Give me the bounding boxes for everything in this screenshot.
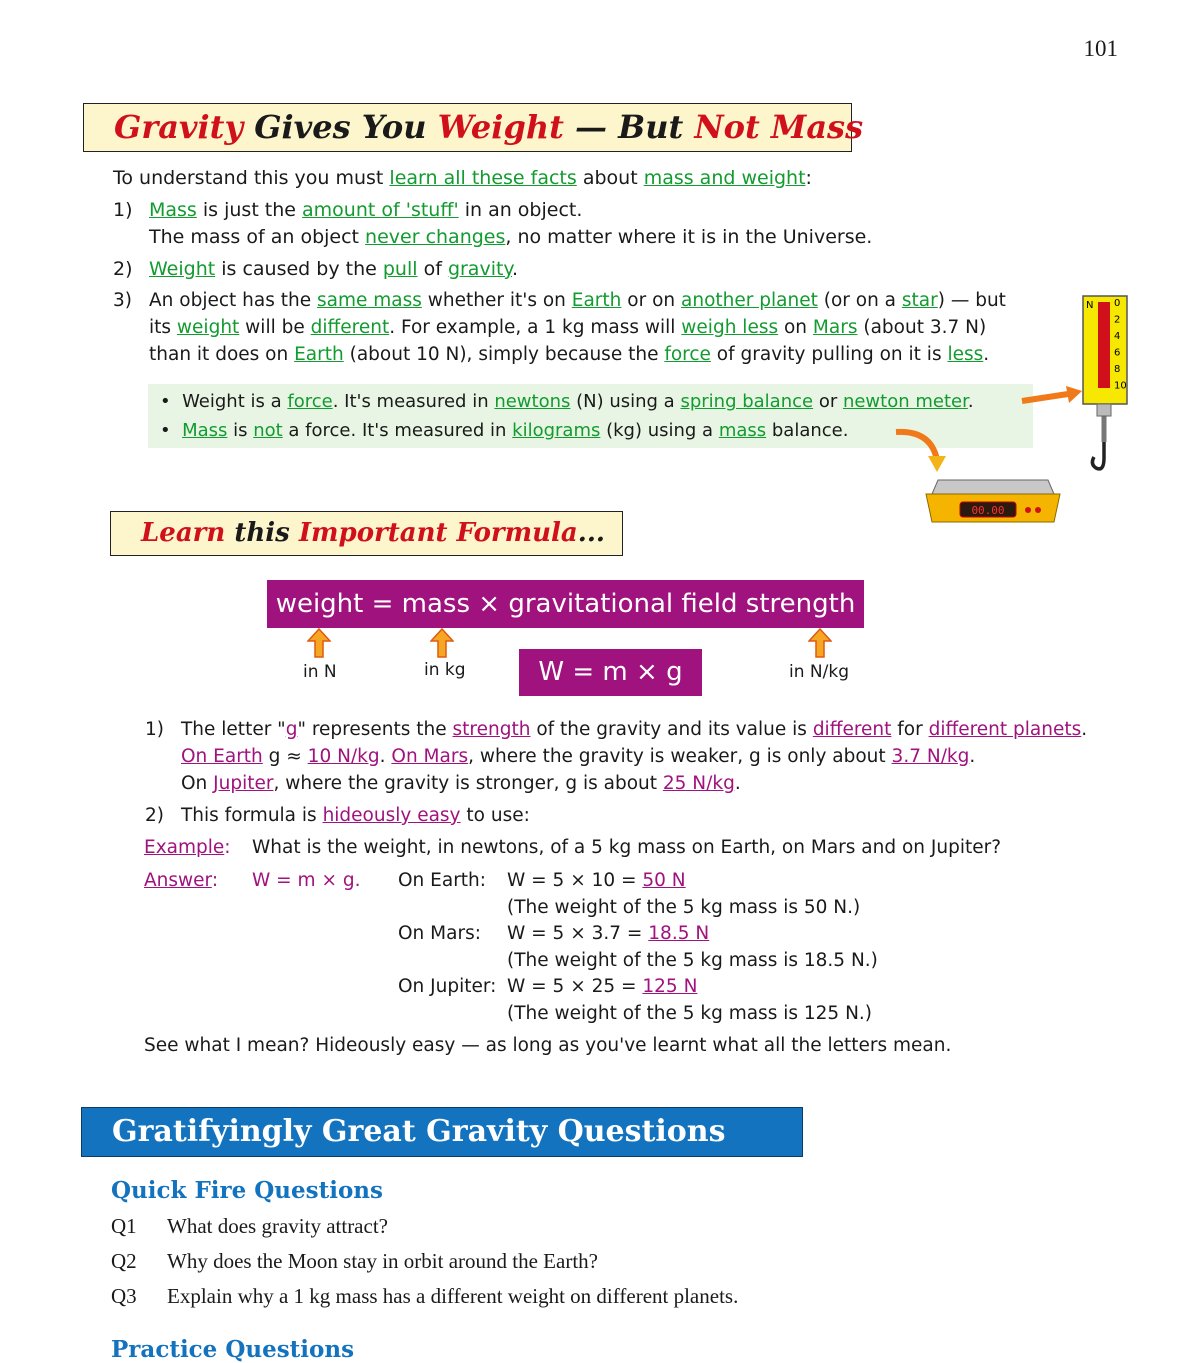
keyword: hideously easy <box>322 805 461 826</box>
keyword: 25 N/kg <box>662 773 735 794</box>
fact-1 <box>113 197 582 223</box>
keyword: Example <box>144 837 225 858</box>
keyword: not <box>253 420 283 441</box>
question-item <box>111 1284 738 1309</box>
keyword: kilograms <box>512 420 601 441</box>
keyword: 3.7 N/kg <box>891 746 970 767</box>
title-word: ... <box>577 518 605 548</box>
formula-word: weight = mass × gravitational field strength <box>267 580 864 628</box>
text: . <box>734 773 741 794</box>
question-item <box>111 1214 388 1239</box>
spring-balance-tick: 0 <box>1114 298 1121 309</box>
answer-place: On Jupiter: <box>398 976 497 997</box>
question-number: Q2 <box>111 1249 137 1273</box>
section-title: Gratifyingly Great Gravity Questions <box>81 1107 803 1157</box>
text: This formula is <box>181 805 323 826</box>
question-number: Q3 <box>111 1284 137 1308</box>
answer-calc <box>507 921 709 947</box>
unit-g: in N/kg <box>789 662 849 682</box>
fact-2 <box>113 256 518 282</box>
example-text: What is the weight, in newtons, of a 5 kg mass on Earth, on Mars and on Jupiter? <box>252 837 1002 858</box>
keyword: strength <box>452 719 531 740</box>
title-word: Important Formula <box>298 518 578 548</box>
answer-note: (The weight of the 5 kg mass is 125 N.) <box>507 1003 873 1024</box>
keyword: Answer <box>144 870 212 891</box>
keyword: newtons <box>494 391 571 412</box>
title-word: Gives You <box>254 108 427 146</box>
keyword: different planets <box>928 719 1082 740</box>
text: . <box>511 258 519 280</box>
keyword: force <box>287 391 333 412</box>
spring-balance-tick: 2 <box>1114 314 1121 326</box>
title-word: — But <box>575 108 684 146</box>
question-number: Q1 <box>111 1214 137 1238</box>
fact-3-line-3 <box>149 342 989 368</box>
text: is caused by the <box>215 258 383 280</box>
spring-balance-icon <box>1080 292 1132 482</box>
list-number: 1) <box>145 719 164 740</box>
title-gravity-weight <box>83 103 864 152</box>
keyword: spring balance <box>680 391 814 412</box>
answer-result: 125 N <box>642 976 698 997</box>
arrow-up-icon <box>307 628 331 658</box>
text: . <box>967 391 974 412</box>
text: about <box>576 167 644 189</box>
list-number: 3) <box>113 290 132 311</box>
text: is just the <box>196 199 303 221</box>
answer-result: 50 N <box>642 870 686 891</box>
quick-fire-heading: Quick Fire Questions <box>111 1177 383 1204</box>
keyword: star <box>901 290 938 311</box>
text: . <box>1081 719 1088 740</box>
text: its <box>149 317 177 338</box>
text: : <box>224 837 231 858</box>
keyword: Mass <box>149 199 197 221</box>
fact-3 <box>113 288 1006 314</box>
page-number: 101 <box>1083 36 1118 61</box>
title-word: this <box>234 518 290 548</box>
keyword: pull <box>382 258 418 280</box>
text: (kg) using a <box>600 420 719 441</box>
text: than it does on <box>149 344 295 365</box>
text: . <box>969 746 976 767</box>
answer-note: (The weight of the 5 kg mass is 18.5 N.) <box>507 950 878 971</box>
practice-heading: Practice Questions <box>111 1336 355 1363</box>
text: , where the gravity is weaker, g is only about <box>468 746 892 767</box>
point-2 <box>145 803 530 829</box>
answer-note: (The weight of the 5 kg mass is 50 N.) <box>507 897 861 918</box>
arrow-to-spring-balance-icon <box>1020 386 1084 408</box>
bullet-weight <box>160 388 974 416</box>
keyword: mass <box>718 420 767 441</box>
keyword: force <box>664 344 711 365</box>
keyword: Mars <box>812 317 858 338</box>
title-word: Not Mass <box>694 108 864 146</box>
spring-balance-tick: 6 <box>1114 347 1121 359</box>
text: To understand this you must <box>113 167 390 189</box>
question-text: Explain why a 1 kg mass has a different weight on different planets. <box>167 1284 739 1308</box>
spring-balance-tick: 10 <box>1114 380 1127 392</box>
keyword: weigh less <box>681 317 779 338</box>
text: of <box>417 258 448 280</box>
list-number: 2) <box>113 258 133 280</box>
keyword: less <box>947 344 984 365</box>
title-learn-formula <box>110 511 623 556</box>
text: W = 5 × 3.7 = <box>507 923 649 944</box>
bullet-mass <box>160 417 848 445</box>
keyword: same mass <box>316 290 422 311</box>
formula-symbol: W = m × g <box>519 649 702 696</box>
answer-result: 18.5 N <box>648 923 710 944</box>
text: or on <box>621 290 682 311</box>
answer-formula: W = m × g. <box>252 870 361 891</box>
text: : <box>211 870 219 891</box>
text: The mass of an object <box>149 226 366 248</box>
text: of gravity pulling on it is <box>710 344 948 365</box>
text: Weight is a <box>182 391 288 412</box>
point-1 <box>145 717 1087 743</box>
keyword: different <box>812 719 892 740</box>
question-text: What does gravity attract? <box>167 1214 388 1238</box>
text: (about 10 N), simply because the <box>343 344 665 365</box>
title-word: Weight <box>437 108 564 146</box>
text: , no matter where it is in the Universe. <box>505 226 873 248</box>
text: a force. It's measured in <box>282 420 513 441</box>
keyword: Weight <box>149 258 216 280</box>
text: (about 3.7 N) <box>857 317 987 338</box>
arrow-up-icon <box>808 628 832 658</box>
text: to use: <box>460 805 530 826</box>
keyword: Mass <box>182 420 228 441</box>
text: will be <box>239 317 311 338</box>
keyword: Jupiter <box>213 773 274 794</box>
list-number: 1) <box>113 199 133 221</box>
text: or <box>813 391 843 412</box>
mass-balance-icon <box>924 462 1062 528</box>
answer-label <box>144 868 218 894</box>
keyword: Earth <box>571 290 622 311</box>
fact-1-line-2 <box>149 224 872 250</box>
keyword: never changes <box>365 226 506 248</box>
text: is <box>227 420 254 441</box>
bullet-dot: • <box>160 420 183 441</box>
fact-3-line-2 <box>149 315 986 341</box>
text: balance. <box>766 420 849 441</box>
title-word: Gravity <box>114 108 244 146</box>
keyword: Earth <box>294 344 344 365</box>
intro-line <box>113 165 812 191</box>
text: The letter " <box>181 719 286 740</box>
text: (N) using a <box>570 391 681 412</box>
answer-place: On Earth: <box>398 870 487 891</box>
text: . <box>983 344 990 365</box>
text: : <box>805 167 812 189</box>
keyword: On Mars <box>391 746 469 767</box>
point-1-line-3 <box>181 771 741 797</box>
answer-calc <box>507 974 697 1000</box>
answer-calc <box>507 868 686 894</box>
bullet-dot: • <box>160 391 183 412</box>
keyword: weight <box>176 317 240 338</box>
text: (or on a <box>817 290 902 311</box>
keyword: mass and weight <box>643 167 806 189</box>
keyword: different <box>310 317 390 338</box>
spring-balance-unit: N <box>1086 300 1094 311</box>
keyword: learn all these facts <box>389 167 577 189</box>
title-word: Learn <box>141 518 226 548</box>
point-1-line-2 <box>181 744 975 770</box>
text: W = 5 × 25 = <box>507 976 643 997</box>
scale-display: 00.00 <box>971 504 1005 517</box>
example-label <box>144 835 231 861</box>
unit-mass: in kg <box>424 660 466 680</box>
list-number: 2) <box>145 805 164 826</box>
keyword: gravity <box>447 258 512 280</box>
text: . For example, a 1 kg mass will <box>389 317 682 338</box>
closing-line: See what I mean? Hideously easy — as long as you've learnt what all the letters mean. <box>144 1035 952 1056</box>
text: for <box>891 719 929 740</box>
answer-place: On Mars: <box>398 923 481 944</box>
keyword: g <box>285 719 298 740</box>
text: on <box>778 317 813 338</box>
keyword: another planet <box>681 290 818 311</box>
text: An object has the <box>149 290 317 311</box>
text: . <box>379 746 392 767</box>
spring-balance-tick: 8 <box>1114 364 1121 375</box>
question-text: Why does the Moon stay in orbit around the Earth? <box>167 1249 598 1273</box>
text: ) — but <box>937 290 1006 311</box>
keyword: 10 N/kg <box>307 746 380 767</box>
keyword: amount of 'stuff' <box>302 199 459 221</box>
text: On <box>181 773 214 794</box>
text: " represents the <box>297 719 453 740</box>
text: , where the gravity is stronger, g is about <box>273 773 663 794</box>
text: whether it's on <box>421 290 572 311</box>
text: . It's measured in <box>332 391 495 412</box>
spring-balance-tick: 4 <box>1114 331 1121 342</box>
keyword: newton meter <box>842 391 968 412</box>
question-item <box>111 1249 598 1274</box>
arrow-up-icon <box>430 628 454 658</box>
text: in an object. <box>458 199 583 221</box>
text: g ≈ <box>262 746 308 767</box>
text: W = 5 × 10 = <box>507 870 643 891</box>
text: of the gravity and its value is <box>530 719 813 740</box>
unit-weight: in N <box>303 662 337 682</box>
keyword: On Earth <box>181 746 263 767</box>
